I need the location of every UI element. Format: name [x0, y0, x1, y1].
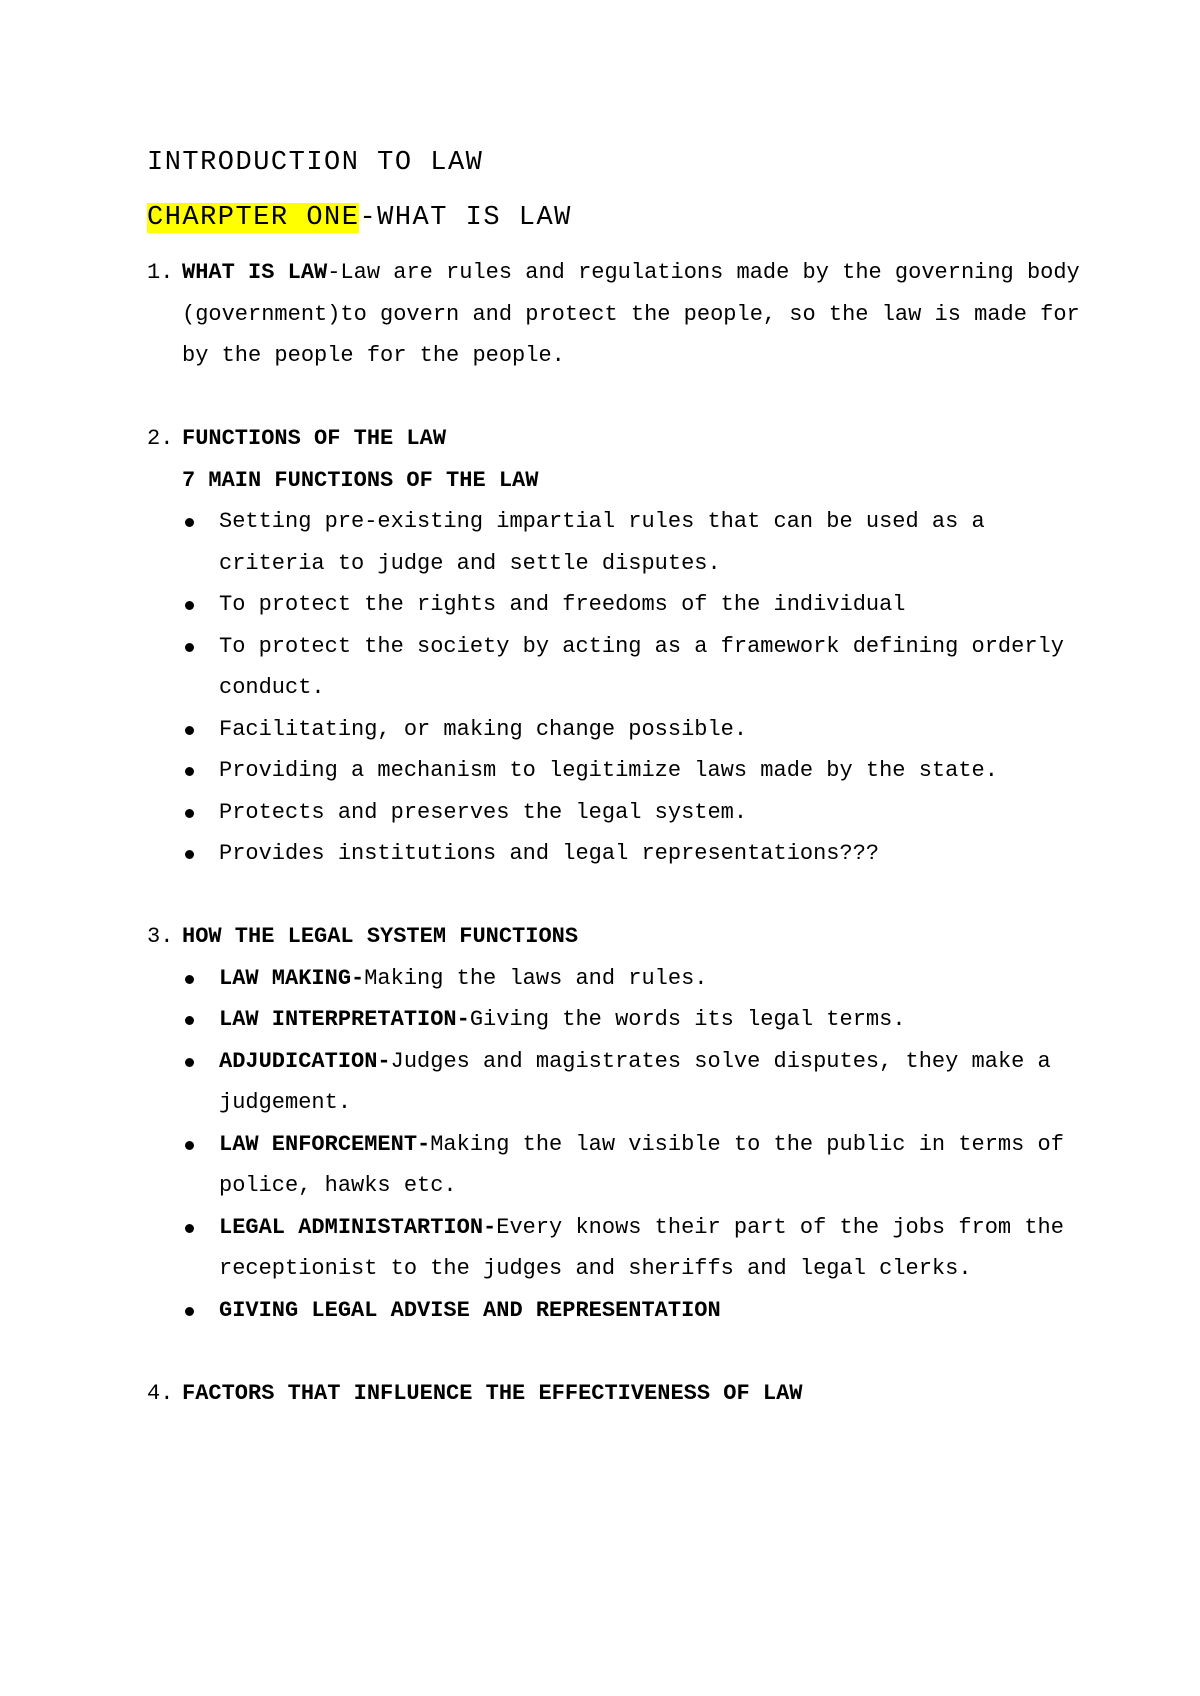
item-text: Making the law visible to the public in terms of police, hawks etc. [219, 1131, 1064, 1198]
chapter-heading [147, 203, 572, 233]
list-item: Protects and preserves the legal system. [182, 792, 1087, 834]
functions-list [182, 501, 1087, 875]
item-text: Judges and magistrates solve disputes, they make a judgement. [219, 1048, 1051, 1115]
list-item: Facilitating, or making change possible. [182, 709, 1087, 751]
list-item: Provides institutions and legal representations??? [182, 833, 1087, 875]
section-factors [147, 1373, 1087, 1415]
section-subheading: 7 MAIN FUNCTIONS OF THE LAW [182, 467, 539, 493]
section-number: 3. [147, 924, 174, 949]
list-item: To protect the rights and freedoms of the individual [182, 584, 1087, 626]
section-legal-system [147, 916, 1087, 1331]
list-item [182, 999, 1087, 1041]
section-heading: FUNCTIONS OF THE LAW [182, 426, 447, 451]
list-item [182, 1124, 1087, 1207]
item-term: LAW ENFORCEMENT- [219, 1131, 431, 1157]
item-term: LEGAL ADMINISTARTION- [219, 1214, 497, 1240]
section-heading: WHAT IS LAW [182, 260, 328, 285]
document-title: INTRODUCTION TO LAW [147, 148, 484, 178]
item-text: Every knows their part of the jobs from the receptionist to the judges and sheriffs and legal clerks. [219, 1214, 1064, 1281]
item-text: Giving the words its legal terms. [469, 1007, 906, 1032]
legal-system-list [182, 958, 1087, 1332]
section-number: 1. [147, 260, 174, 285]
item-text: Making the laws and rules. [364, 965, 708, 991]
list-item: Setting pre-existing impartial rules that can be used as a criteria to judge and settle disputes. [182, 501, 1087, 584]
section-heading: FACTORS THAT INFLUENCE THE EFFECTIVENESS OF LAW [182, 1380, 803, 1406]
list-item [182, 1207, 1087, 1290]
section-what-is-law [147, 252, 1087, 377]
chapter-highlight: CHARPTER ONE [147, 203, 360, 233]
document-body [147, 252, 1087, 1456]
list-item: Providing a mechanism to legitimize laws made by the state. [182, 750, 1087, 792]
list-item [182, 1041, 1087, 1124]
list-item [182, 958, 1087, 1000]
section-heading: HOW THE LEGAL SYSTEM FUNCTIONS [182, 924, 579, 949]
item-term: ADJUDICATION- [219, 1048, 391, 1074]
section-number: 2. [147, 426, 174, 451]
list-item: To protect the society by acting as a framework defining orderly conduct. [182, 626, 1087, 709]
section-number: 4. [147, 1380, 174, 1406]
chapter-title: -WHAT IS LAW [359, 203, 572, 233]
item-term: LAW MAKING- [219, 965, 365, 991]
section-functions-of-law [147, 418, 1087, 875]
item-term: LAW INTERPRETATION- [219, 1007, 470, 1032]
section-text: -Law are rules and regulations made by the governing body (government)to govern and protect the people, so the law is made for by the people for the people. [182, 260, 1080, 368]
item-term: GIVING LEGAL ADVISE AND REPRESENTATION [219, 1297, 721, 1323]
list-item [182, 1290, 1087, 1332]
